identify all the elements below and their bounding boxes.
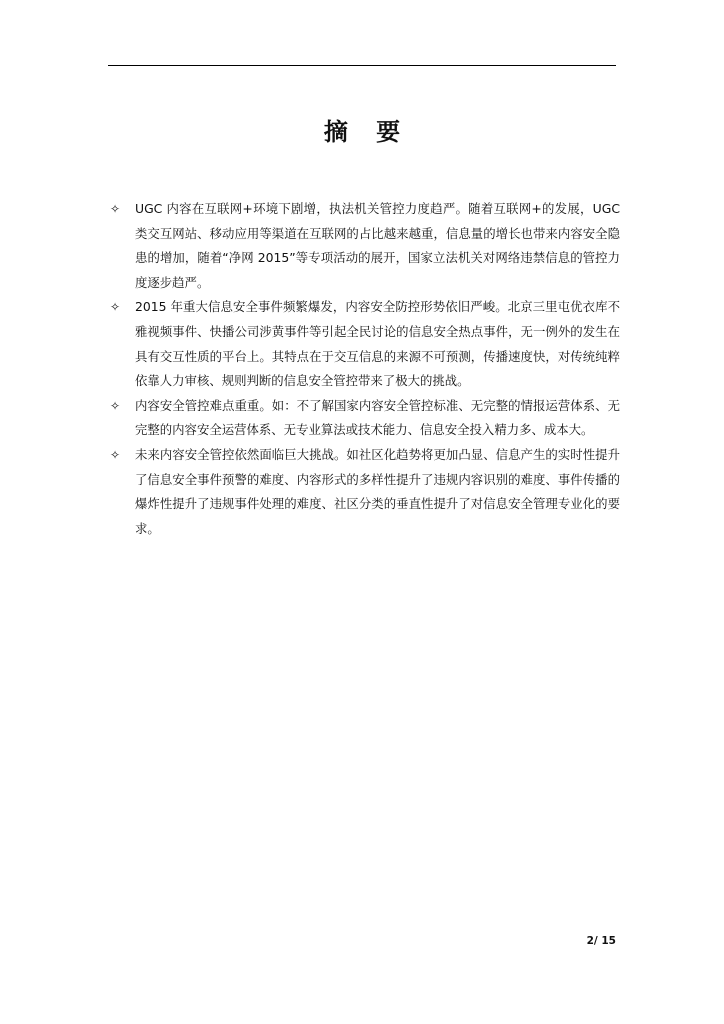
diamond-star-outline-icon: ✧ [110, 447, 121, 462]
diamond-star-outline-icon: ✧ [110, 300, 121, 315]
summary-item-text: 未来内容安全管控依然面临巨大挑战。如社区化趋势将更加凸显、信息产生的实时性提升了信息安全事件预警的难度、内容形式的多样性提升了违规内容识别的难度、事件传播的爆炸性提升了违规事件处理的难度、社区分类的垂直性提升了对信息安全管理专业化的要求。 [135, 446, 620, 536]
summary-item [110, 394, 620, 443]
summary-item-text: UGC 内容在互联网+环境下剧增，执法机关管控力度趋严。随着互联网+的发展，UGC 类交互网站、移动应用等渠道在互联网的占比越来越重，信息量的增长也带来内容安全隐患的增加，随着“净网 2015”等专项活动的展开，国家立法机关对网络违禁信息的管控力度逐步趋严。 [135, 201, 620, 290]
summary-item-text: 内容安全管控难点重重。如：不了解国家内容安全管控标准、无完整的情报运营体系、无完整的内容安全运营体系、无专业算法或技术能力、信息安全投入精力多、成本大。 [135, 397, 620, 438]
page-number: 2/ 15 [586, 935, 616, 947]
summary-item [110, 295, 620, 393]
diamond-star-outline-icon: ✧ [110, 202, 121, 216]
summary-item-text: 2015 年重大信息安全事件频繁爆发，内容安全防控形势依旧严峻。北京三里屯优衣库不雅视频事件、快播公司涉黄事件等引起全民讨论的信息安全热点事件，无一例外的发生在具有交互性质的平台上。其特点在于交互信息的来源不可预测，传播速度快，对传统纯粹依靠人力审核、规则判断的信息安全管控带来了极大的挑战。 [135, 299, 620, 389]
header-divider [108, 65, 616, 66]
diamond-star-outline-icon: ✧ [110, 398, 121, 413]
summary-item [110, 197, 620, 295]
page-title: 摘 要 [323, 118, 411, 146]
summary-list [110, 197, 620, 541]
summary-item [110, 443, 620, 541]
